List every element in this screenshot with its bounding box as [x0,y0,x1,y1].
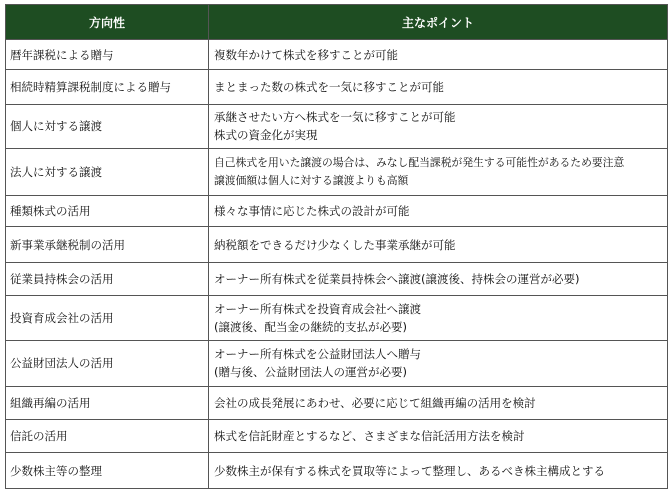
point-line: 株式の資金化が実現 [214,128,318,143]
header-points: 主なポイント [209,5,668,40]
table-row [6,262,668,295]
point-line: 納税額をできるだけ少なくした事業承継が可能 [214,237,456,252]
point-line: 複数年かけて株式を移すことが可能 [214,47,398,62]
succession-methods-table [5,4,668,489]
table-row [6,420,668,453]
table-row [6,70,668,104]
row-direction: 相続時精算課税制度による贈与 [6,70,209,104]
point-line: 会社の成長発展にあわせ、必要に応じて組織再編の活用を検討 [214,395,536,410]
row-points [209,386,668,419]
point-line: 承継させたい方へ株式を一気に移すことが可能 [214,110,456,125]
row-points [209,453,668,489]
row-points [209,296,668,341]
table-row [6,40,668,70]
row-points [209,149,668,196]
row-points [209,420,668,453]
table-row [6,196,668,227]
table-header-row [6,5,668,40]
row-direction: 種類株式の活用 [6,196,209,227]
point-line: (贈与後、公益財団法人の運営が必要) [214,365,407,380]
row-points [209,341,668,387]
point-line: オーナー所有株式を従業員持株会へ譲渡(譲渡後、持株会の運営が必要) [214,272,580,287]
row-points [209,104,668,149]
header-direction: 方向性 [6,5,209,40]
row-points [209,70,668,104]
point-line: オーナー所有株式を投資育成会社へ譲渡 [214,302,421,317]
row-direction: 投資育成会社の活用 [6,296,209,341]
row-direction: 法人に対する譲渡 [6,149,209,196]
point-line: 様々な事情に応じた株式の設計が可能 [214,204,410,219]
row-points [209,262,668,295]
row-direction: 組織再編の活用 [6,386,209,419]
table-row [6,453,668,489]
row-direction: 個人に対する譲渡 [6,104,209,149]
row-direction: 新事業承継税制の活用 [6,227,209,262]
row-points [209,40,668,70]
row-direction: 暦年課税による贈与 [6,40,209,70]
row-direction: 少数株主等の整理 [6,453,209,489]
row-points [209,196,668,227]
table-row [6,296,668,341]
table-row [6,386,668,419]
point-line: (譲渡後、配当金の継続的支払が必要) [214,320,407,335]
row-direction: 信託の活用 [6,420,209,453]
succession-table-container [5,4,667,489]
point-line: 自己株式を用いた譲渡の場合は、みなし配当課税が発生する可能性があるため要注意 [214,156,625,170]
row-points [209,227,668,262]
table-row [6,341,668,387]
point-line: まとまった数の株式を一気に移すことが可能 [214,79,444,94]
point-line: 少数株主が保有する株式を買取等によって整理し、あるべき株主構成とする [214,463,605,478]
row-direction: 公益財団法人の活用 [6,341,209,387]
point-line: オーナー所有株式を公益財団法人へ贈与 [214,347,421,362]
table-row [6,104,668,149]
point-line: 株式を信託財産とするなど、さまざまな信託活用方法を検討 [214,429,525,444]
point-line: 譲渡価額は個人に対する譲渡よりも高額 [214,174,409,188]
table-row [6,149,668,196]
table-row [6,227,668,262]
row-direction: 従業員持株会の活用 [6,262,209,295]
